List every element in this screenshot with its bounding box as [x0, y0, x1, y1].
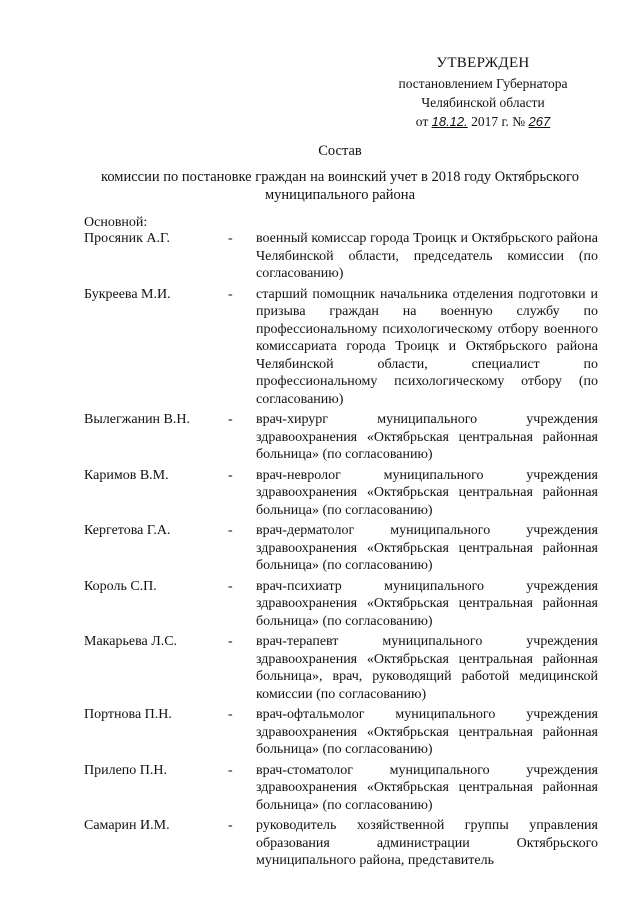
heading-subtitle: комиссии по постановке граждан на воинский учет в 2018 году Октябрьского муниципального района — [101, 169, 579, 203]
members-list — [84, 230, 598, 873]
member-dash: - — [228, 578, 233, 594]
section-label: Основной: — [84, 215, 148, 230]
heading-title: Состав — [318, 143, 362, 159]
approval-date-line — [368, 112, 598, 131]
member-role: врач-офтальмолог муниципального учреждения здравоохранения «Октябрьская центральная районная больница» (по согласованию) — [256, 707, 598, 757]
member-role: врач-хирург муниципального учреждения здравоохранения «Октябрьская центральная районная больница» (по согласованию) — [256, 412, 598, 462]
member-dash: - — [228, 634, 233, 649]
member-name: Букреева М.И. — [84, 286, 171, 302]
member-dash: - — [228, 523, 233, 538]
member-dash: - — [228, 818, 233, 833]
year-text: 2017 г. № — [471, 114, 526, 129]
member-row — [84, 230, 598, 283]
member-row — [84, 411, 598, 464]
member-role: врач-терапевт муниципального учреждения здравоохранения «Октябрьская центральная районная больница», врач, руководящий работой медицинской комиссии (по согласованию) — [256, 634, 598, 702]
approval-line-2: Челябинской области — [421, 95, 545, 110]
member-row — [84, 817, 598, 870]
member-name: Прилепо П.Н. — [84, 762, 168, 778]
member-dash: - — [228, 467, 233, 483]
document-heading — [70, 142, 610, 204]
member-name: Портнова П.Н. — [84, 707, 172, 722]
member-name: Кергетова Г.А. — [84, 523, 171, 538]
member-name: Вылегжанин В.Н. — [84, 412, 190, 427]
member-name: Макарьева Л.С. — [84, 634, 178, 649]
handwritten-number: 267 — [528, 114, 551, 129]
approval-line-1: постановлением Губернатора — [398, 76, 568, 91]
member-row — [84, 578, 598, 631]
member-name: Самарин И.М. — [84, 818, 170, 833]
member-role: старший помощник начальника отделения подготовки и призыва граждан на военную службу по профессиональному психологическому отбору военного комиссариата города Троицк и Октябрьского района Челябинской области, специалист по профессиональному психологическому отбору (по согласованию) — [256, 286, 598, 407]
member-role: врач-психиатр муниципального учреждения здравоохранения «Октябрьская центральная районная больница» (по согласованию) — [256, 578, 598, 629]
date-prefix: от — [415, 114, 429, 129]
member-dash: - — [228, 231, 233, 246]
approval-block — [368, 54, 598, 131]
member-role: военный комиссар города Троицк и Октябрьского района Челябинской области, председатель комиссии (по согласованию) — [256, 231, 598, 281]
member-dash: - — [228, 412, 233, 427]
member-role: врач-невролог муниципального учреждения здравоохранения «Октябрьская центральная районная больница» (по согласованию) — [256, 467, 598, 518]
member-row — [84, 467, 598, 520]
member-row — [84, 706, 598, 759]
member-role: руководитель хозяйственной группы управления образования администрации Октябрьского муниципального района, представитель — [256, 818, 598, 868]
member-name: Король С.П. — [84, 578, 157, 594]
member-row — [84, 522, 598, 575]
handwritten-date: 18.12. — [431, 114, 468, 129]
member-dash: - — [228, 762, 233, 778]
member-row — [84, 762, 598, 815]
member-name: Каримов В.М. — [84, 467, 169, 483]
approval-title: УТВЕРЖДЕН — [436, 55, 530, 71]
member-role: врач-дерматолог муниципального учреждения здравоохранения «Октябрьская центральная районная больница» (по согласованию) — [256, 523, 598, 573]
member-dash: - — [228, 286, 233, 302]
member-row — [84, 633, 598, 703]
member-name: Просяник А.Г. — [84, 231, 171, 246]
member-role: врач-стоматолог муниципального учреждения здравоохранения «Октябрьская центральная районная больница» (по согласованию) — [256, 762, 598, 813]
member-dash: - — [228, 707, 233, 722]
member-row — [84, 286, 598, 409]
